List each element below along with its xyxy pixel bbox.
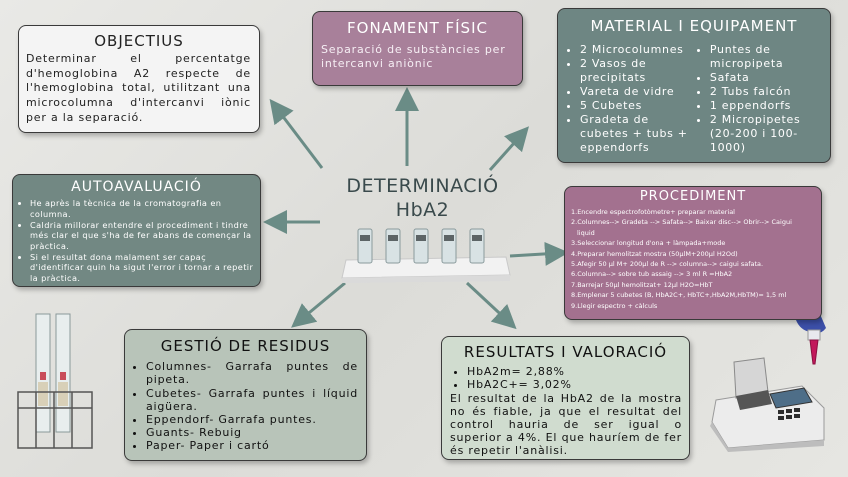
gestio-list: [134, 360, 358, 452]
procediment-step: 3.Seleccionar longitud d'ona + làmpada+mode: [571, 239, 726, 248]
procediment-step: 7.Barrejar 50µl hemolitzat+ 12µl H2O=HbT: [571, 280, 713, 289]
procediment-step: 8.Emplenar 5 cubetes (B, HbA2C+, HbTC+,HbA2M,HbTM)= 1,5 ml: [571, 291, 787, 300]
material-list-right: [696, 43, 824, 155]
resultats-list: [450, 365, 682, 391]
material-item: • 1 eppendorfs: [710, 99, 824, 113]
center-title-line2: HbA2: [395, 199, 450, 221]
objectius-box: [18, 25, 260, 133]
spectrophotometer-image: [706, 356, 830, 452]
procediment-step: 6.Columna--> sobre tub assaig --> 3 ml R =HbA2: [571, 270, 733, 279]
resultats-box: [441, 336, 690, 460]
gestio-item: • Guants- Rebuig: [146, 426, 358, 439]
autoavaluacio-item: • Caldria millorar entendre el procediment i tindre més clar el que s'ha de fer abans de començar la pràctica.: [30, 220, 254, 252]
tube-rack-image: [14, 312, 96, 452]
procediment-step: 2.Columnes--> Gradeta --> Safata--> Baixar disc--> Obrir--> Caigui: [571, 218, 792, 227]
resultats-item: • HbA2m= 2,88%: [467, 365, 682, 378]
resultats-item: • HbA2C+= 3,02%: [467, 378, 682, 391]
fonament-text: Separació de substàncies per intercanvi aniònic: [321, 43, 506, 71]
autoavaluacio-title: AUTOAVALUACIÓ: [71, 179, 202, 195]
autoavaluacio-box: [12, 174, 261, 287]
material-box: [557, 8, 831, 163]
material-item: • 5 Cubetes: [580, 99, 696, 113]
objectius-text: Determinar el percentatge d'hemoglobina A2 respecte de l'hemoglobina total, utilitzant una microcolumna d'intercanvi iònic per a la separació.: [26, 52, 251, 124]
gestio-item: • Paper- Paper i cartó: [146, 439, 358, 452]
autoavaluacio-list: [18, 198, 254, 284]
material-list-left: [566, 43, 696, 155]
gestio-title: GESTIÓ DE RESIDUS: [160, 337, 331, 355]
arrow-to-gestio: [298, 283, 345, 322]
arrow-to-procediment: [510, 253, 560, 256]
procediment-step: 9.Llegir espectro + càlculs: [571, 301, 658, 310]
material-item: • Gradeta de cubetes + tubs + eppendorfs: [580, 113, 696, 155]
material-item: • 2 Microcolumnes: [580, 43, 696, 57]
column-rack-image: [340, 225, 512, 283]
material-item: • 2 Micropipetes (20-200 i 100-1000): [710, 113, 824, 155]
material-item: • Safata: [710, 71, 824, 85]
autoavaluacio-item: • Si el resultat dona malament ser capaç d'identificar quin ha sigut l'error i tornar a repetir la pràctica.: [30, 252, 254, 284]
material-item: • 2 Tubs falcón: [710, 85, 824, 99]
material-item: • 2 Vasos de precipitats: [580, 57, 696, 85]
objectius-title: OBJECTIUS: [94, 32, 184, 50]
procediment-box: [564, 186, 822, 320]
procediment-steps: [565, 205, 821, 311]
material-title: MATERIAL I EQUIPAMENT: [590, 17, 798, 35]
center-title-line1: DETERMINACIÓ: [346, 175, 499, 197]
arrow-to-material: [490, 133, 523, 170]
gestio-item: • Eppendorf- Garrafa puntes.: [146, 413, 358, 426]
material-item: • Puntes de micropipeta: [710, 43, 824, 71]
procediment-step: 4.Preparar hemolitzat mostra (50µlM+200µl H2Od): [571, 249, 738, 258]
fonament-title: FONAMENT FÍSIC: [347, 19, 488, 37]
procediment-step: 1.Encendre espectrofotòmetre+ preparar material: [571, 207, 735, 216]
arrow-to-resultats: [467, 283, 510, 323]
gestio-box: [124, 329, 367, 461]
resultats-text: El resultat de la HbA2 de la mostra no és fiable, ja que el resultat del control hauria de ser igual o superior a 4%. El que hauríem de fer és repetir l'anàlisi.: [450, 391, 682, 458]
gestio-item: • Cubetes- Garrafa puntes i líquid aigüera.: [146, 387, 358, 413]
arrow-to-objectius: [275, 106, 322, 168]
fonament-box: [312, 11, 523, 86]
procediment-step: liquid: [577, 228, 595, 237]
autoavaluacio-item: • He après la tècnica de la cromatografia en columna.: [30, 198, 254, 219]
center-title: [330, 174, 515, 222]
gestio-item: • Columnes- Garrafa puntes de pipeta.: [146, 360, 358, 386]
material-item: • Vareta de vidre: [580, 85, 696, 99]
resultats-title: RESULTATS I VALORACIÓ: [463, 343, 668, 361]
procediment-title: PROCEDIMENT: [639, 189, 747, 204]
procediment-step: 5.Afegir 50 µl M+ 200µl de R --> columna--> caigui safata.: [571, 259, 764, 268]
